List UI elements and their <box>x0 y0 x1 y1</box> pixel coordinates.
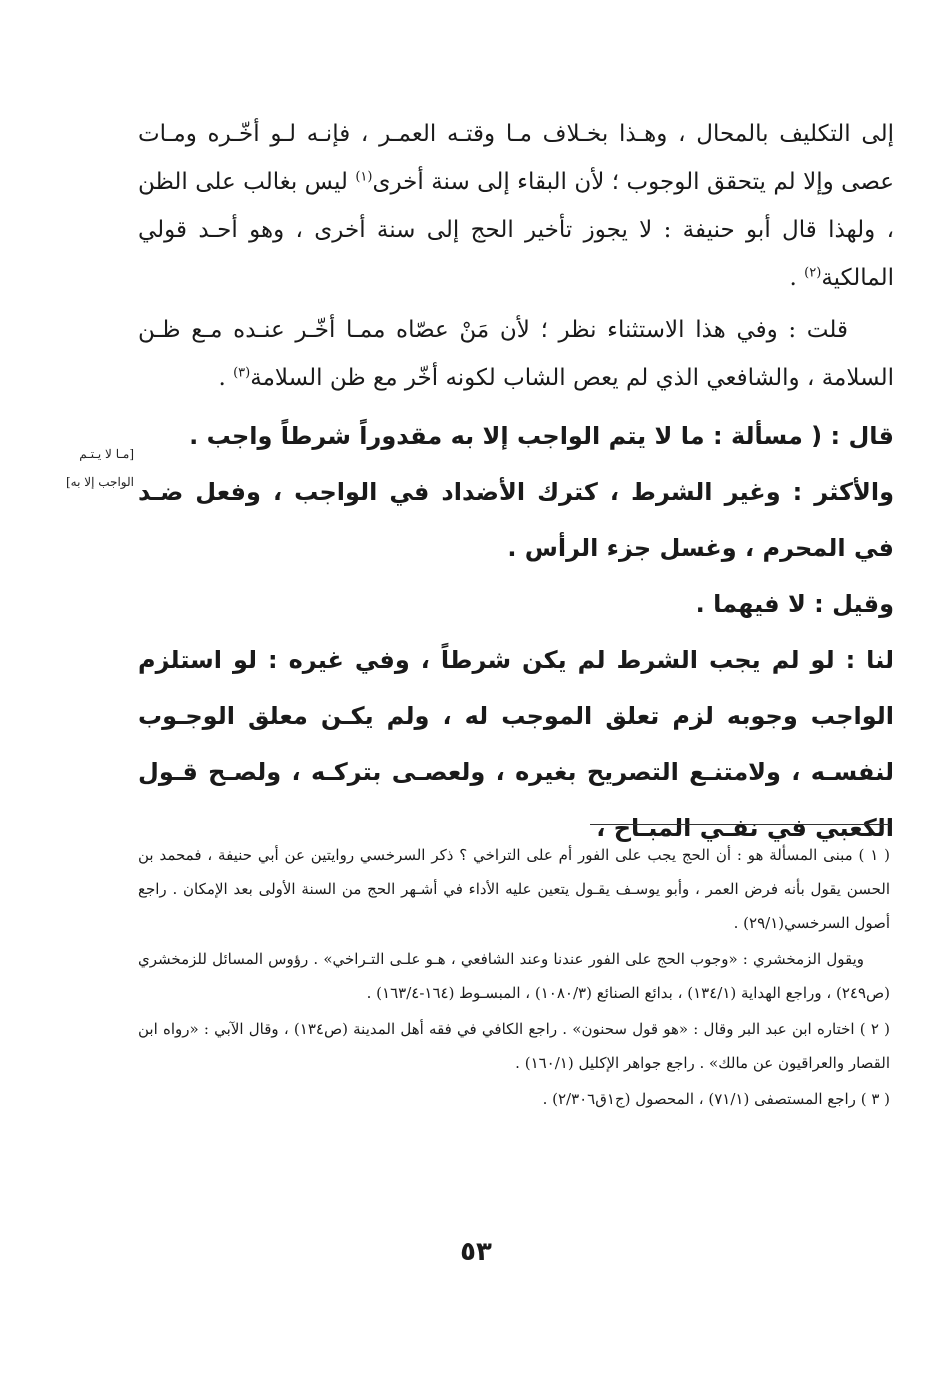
paragraph-2-text-b: . <box>218 365 234 391</box>
paragraph-1-text-a: إلى التكليف بالمحال ، وهـذا بخـلاف مـا وقتـه العمـر ، فإنـه لـو أخّـره ومـات عصى وإلا لم يتحقق الوجوب ؛ لأن البقاء إلى سنة أخرى <box>138 121 894 195</box>
paragraph-1-text-b: ليس بغالب على الظن ، ولهذا قال أبو حنيفة : لا يجوز تأخير الحج إلى سنة أخرى ، وهو أحـد قولي المالكية <box>138 169 894 291</box>
paragraph-4-matn: والأكثر : وغير الشرط ، كترك الأضداد في الواجب ، وفعل ضـد في المحرم ، وغسل جزء الرأس . <box>138 478 894 562</box>
paragraph-3-matn: قال : ( مسألة : ما لا يتم الواجب إلا به مقدوراً شرطاً واجب . <box>189 422 894 450</box>
paragraph-5-matn: وقيل : لا فيهما . <box>695 590 894 618</box>
margin-note <box>22 440 134 496</box>
footnote-2: ( ٢ ) اختاره ابن عبد البر وقال : «هو قول سحنون» . راجع الكافي في فقه أهل المدينة (ص١٣٤) ، وقال الآبي : «رواه ابن القصار والعراقيون عن مالك» . راجع جواهر الإكليل (١٦٠/١) . <box>138 1020 891 1072</box>
paragraph-1 <box>138 110 894 302</box>
footnote-1: ( ١ ) مبنى المسألة هو : أن الحج يجب على الفور أم على التراخي ؟ ذكر السرخسي روايتين عن أبي حنيفة ، فمحمد بن الحسن يقول بأنه فرض العمر ، وأبو يوسـف يقـول يتعين عليه الأداء في أشـهر الحج من السنة الأولى بعد الإمكان . راجع أصول السرخسي(٢٩/١) . <box>138 846 890 932</box>
margin-note-line-1: [مـا لا يـتـم <box>79 447 134 461</box>
paragraph-1-text-c: . <box>789 265 805 291</box>
footnotes <box>138 838 890 1116</box>
footnote-3: ( ٣ ) راجع المستصفى (٧١/١) ، المحصول (ج١ق٢/٣٠٦) . <box>542 1090 890 1108</box>
footnote-separator <box>590 824 890 825</box>
paragraph-2 <box>138 306 894 402</box>
footnote-ref-3[interactable]: (٣) <box>233 365 251 381</box>
main-text <box>138 110 894 856</box>
page-number: ٥٣ <box>460 1237 492 1267</box>
margin-note-line-2: الواجب إلا به] <box>66 475 134 489</box>
paragraph-2-text-a: قلت : وفي هذا الاستثناء نظر ؛ لأن مَنْ عصّاه ممـا أخّـر عنـده مـع ظـن السلامة ، والشافعي الذي لم يعص الشاب لكونه أخّر مع ظن السلامة <box>138 317 894 391</box>
paragraph-6-matn: لنا : لو لم يجب الشرط لم يكن شرطاً ، وفي غيره : لو استلزم الواجب وجوبه لزم تعلق الموجب له ، ولم يكـن معلق الوجـوب لنفسـه ، ولامتنـع التصريح بغيره ، ولعصـى بتركـه ، ولصـح قـول الكعبي في نفـي المبـاح ، <box>138 646 894 842</box>
footnote-ref-2[interactable]: (٢) <box>804 265 822 281</box>
footnote-ref-1[interactable]: (١) <box>355 169 373 185</box>
footnote-1-continued: ويقول الزمخشري : «وجوب الحج على الفور عندنا وعند الشافعي ، هـو علـى التـراخي» . رؤوس المسائل للزمخشري (ص٢٤٩) ، وراجع الهداية (١٣٤/١) ، بدائع الصنائع (١٠٨٠/٣) ، المبسـوط (١٦٤-١٦٣/٤) . <box>138 950 890 1002</box>
